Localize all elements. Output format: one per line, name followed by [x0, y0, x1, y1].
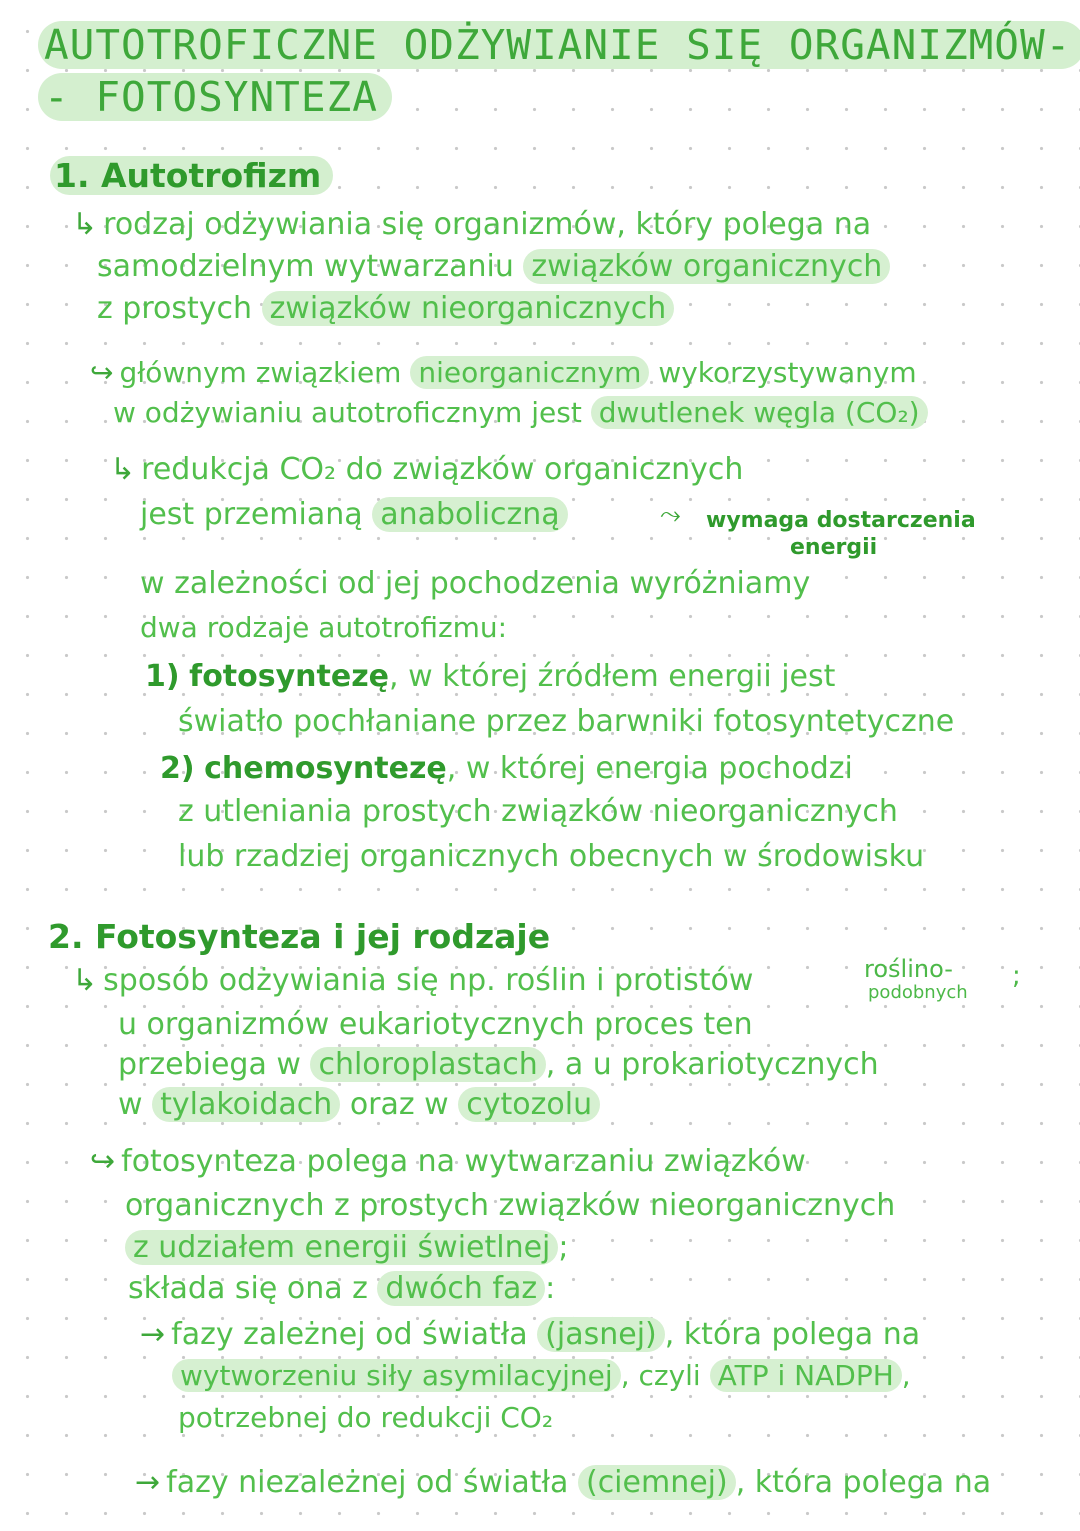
section1-heading: 1. Autotrofizm: [50, 157, 333, 195]
s1-reduction-line1: ↳ redukcja CO₂ do związków organicznych: [110, 452, 744, 487]
s1-co2-line1: ↪ głównym związkiem nieorganicznym wykorzystywanym: [90, 356, 917, 389]
s1-definition-line3: z prostych związków nieorganicznych: [97, 292, 674, 327]
s1-types-intro-line1: w zależności od jej pochodzenia wyróżniamy: [140, 566, 811, 601]
s2-light-phase-line1: → fazy zależnej od światła (jasnej) , która polega na: [140, 1317, 921, 1352]
s2-process-line1: ↪ fotosynteza polega na wytwarzaniu związków: [90, 1144, 806, 1179]
right-arrow-icon: →: [140, 1317, 166, 1352]
s2-process-line3: z udziałem energii świetlnej ;: [125, 1231, 569, 1266]
section2-heading: 2. Fotosynteza i jej rodzaje: [48, 917, 551, 956]
s2-light-phase-line2: wytworzeniu siły asymilacyjnej , czyli ATP i NADPH ,: [172, 1360, 911, 1392]
page-title-line1: [38, 22, 1080, 69]
s1-item-chemosynthesis: 2) chemosyntezę, w której energia pochodzi: [160, 751, 853, 786]
page-title-line2: [38, 74, 392, 121]
s2-desc-line3: przebiega w chloroplastach , a u prokariotycznych: [118, 1047, 879, 1082]
s1-reduction-line2: jest przemianą anaboliczną: [140, 498, 568, 533]
s1-energy-note-line1: wymaga dostarczenia: [706, 508, 976, 533]
s2-semicolon: ;: [1012, 961, 1021, 991]
s1-definition-line2: samodzielnym wytwarzaniu związków organicznych: [97, 250, 890, 285]
s2-desc-line1: ↳ sposób odżywiania się np. roślin i protistów: [72, 963, 754, 998]
hook-arrow-icon: ↳: [72, 963, 98, 998]
s1-energy-note-line2: energii: [790, 535, 878, 560]
s1-item-chemosynthesis-cont1: z utleniania prostych związków nieorganicznych: [178, 794, 898, 829]
title-text: - FOTOSYNTEZA: [38, 73, 392, 121]
s2-desc-line4: w tylakoidach oraz w cytozolu: [118, 1088, 600, 1123]
title-text: AUTOTROFICZNE ODŻYWIANIE SIĘ ORGANIZMÓW-: [38, 21, 1080, 69]
hook-arrow-icon: ↳: [110, 452, 136, 487]
s2-desc-line2: u organizmów eukariotycznych proces ten: [118, 1007, 753, 1042]
s1-item-chemosynthesis-cont2: lub rzadziej organicznych obecnych w środowisku: [178, 839, 925, 874]
right-arrow-icon: →: [135, 1465, 161, 1500]
squiggle-arrow-icon: ⤳: [660, 500, 681, 530]
s2-superscript-word: roślino-: [864, 955, 953, 983]
s1-definition-line1: ↳ rodzaj odżywiania się organizmów, który polega na: [72, 207, 872, 242]
s2-phases-intro: składa się ona z dwóch faz :: [128, 1271, 556, 1306]
hook-arrow-icon: ↪: [90, 1144, 116, 1179]
s1-item-photosynthesis-cont: światło pochłaniane przez barwniki fotosyntetyczne: [178, 704, 955, 739]
s2-light-phase-line3: potrzebnej do redukcji CO₂: [178, 1401, 554, 1434]
s2-dark-phase-line1: → fazy niezależnej od światła (ciemnej) , która polega na: [135, 1465, 992, 1500]
s2-process-line2: organicznych z prostych związków nieorganicznych: [125, 1188, 896, 1223]
s1-types-intro-line2: dwa rodzaje autotrofizmu:: [140, 611, 508, 644]
hook-arrow-icon: ↳: [72, 207, 98, 242]
hook-arrow-icon: ↪: [90, 356, 114, 389]
s1-co2-line2: w odżywianiu autotroficznym jest dwutlenek węgla (CO₂): [113, 397, 928, 429]
s1-item-photosynthesis: 1) fotosyntezę, w której źródłem energii jest: [145, 659, 836, 694]
s2-subscript-word: podobnych: [868, 982, 968, 1003]
